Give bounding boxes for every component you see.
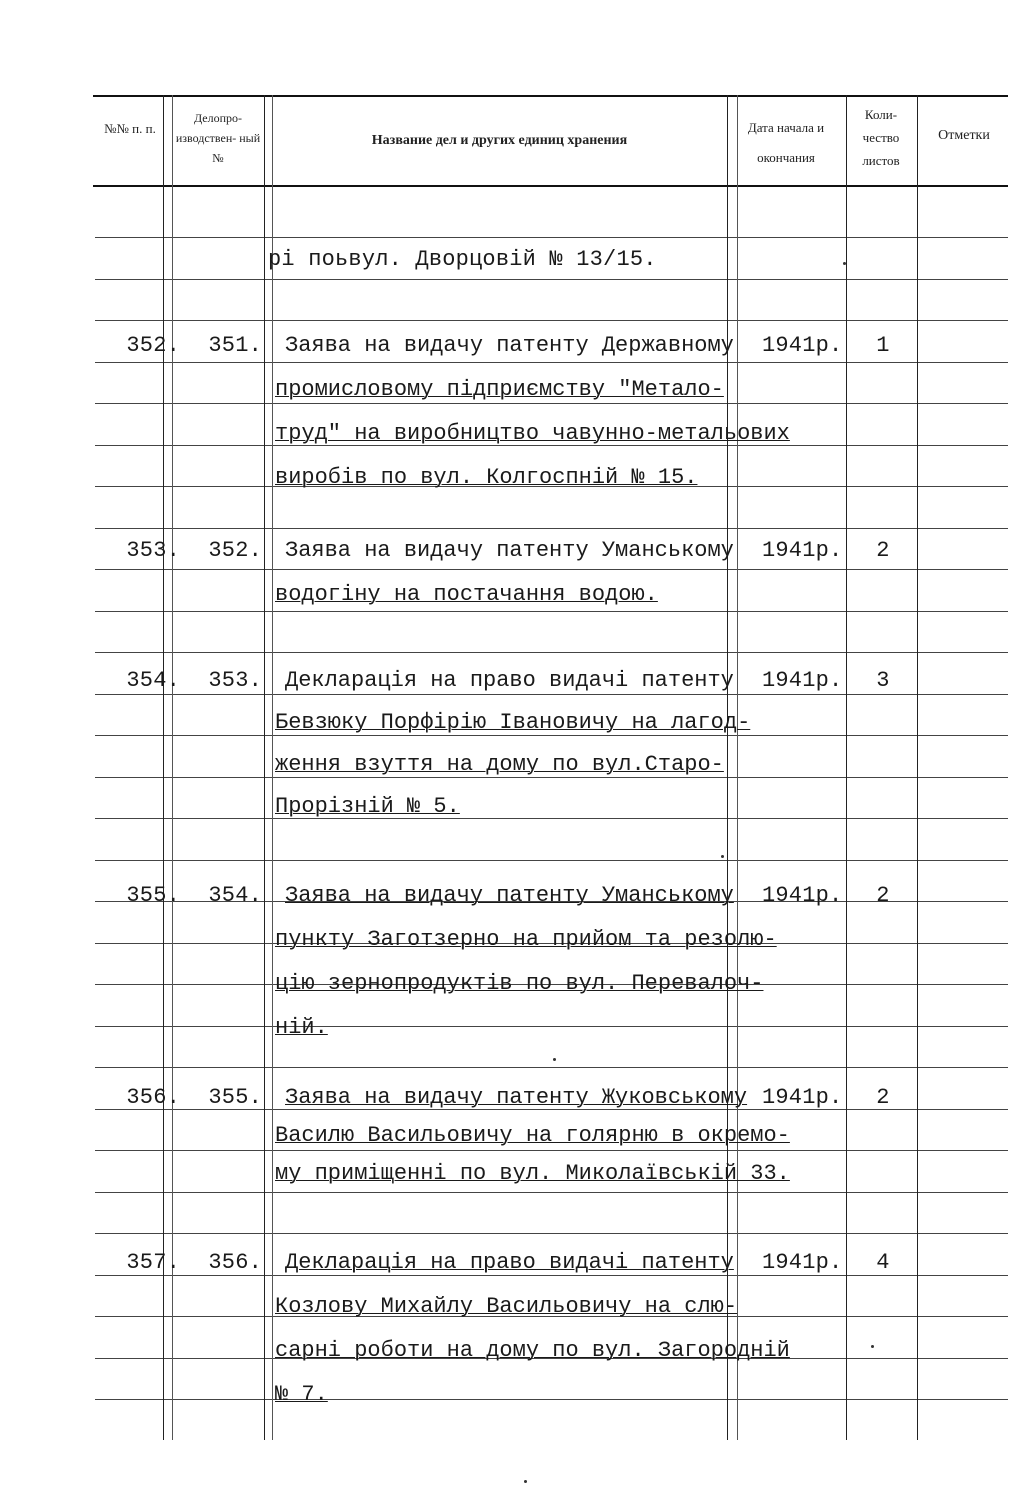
entry-number: 352. [126, 333, 180, 358]
ink-speck [721, 855, 724, 858]
entry-description-line: Декларація на право видачі патенту [285, 668, 734, 693]
header-dates: Дата начала и окончания [747, 120, 825, 165]
entry-date: 1941р. [762, 333, 843, 358]
entry-number: 353. [126, 538, 180, 563]
ledger-rule [95, 1026, 1008, 1027]
entry-date: 1941р. [762, 538, 843, 563]
header-num: №№ п. п. [104, 121, 156, 136]
entry-description-line: № 7. [275, 1382, 328, 1407]
office-number: 351. [208, 333, 262, 358]
ledger-rule [95, 818, 1008, 819]
ledger-rule [95, 860, 1008, 861]
col-divider-1b [172, 95, 173, 1440]
entry-date: 1941р. [762, 1085, 843, 1110]
ledger-rule [95, 569, 1008, 570]
ledger-rule [95, 611, 1008, 612]
header-office-num: Делопро- изводствен- ный № [175, 111, 261, 165]
office-number: 352. [208, 538, 262, 563]
col-divider-1 [163, 95, 164, 1440]
ink-speck [524, 1480, 527, 1483]
entry-date: 1941р. [762, 668, 843, 693]
entry-sheet-count: 3 [876, 668, 890, 693]
col-divider-5 [917, 95, 918, 1440]
entry-number: 357. [126, 1250, 180, 1275]
ledger-rule [95, 1399, 1008, 1400]
entry-description-line: ження взуття на дому по вул.Старо- [275, 752, 724, 777]
col-divider-4 [846, 95, 847, 1440]
ledger-rule [95, 1192, 1008, 1193]
entry-description-line: Заява на видачу патенту Уманському [285, 538, 734, 563]
entry-date: 1941р. [762, 1250, 843, 1275]
entry-description-line: Заява на видачу патенту Державному [285, 333, 734, 358]
ink-speck [553, 1058, 556, 1061]
header-sheets: Коли- чество листов [862, 107, 900, 168]
col-divider-3b [737, 95, 738, 1440]
office-number: 353. [208, 668, 262, 693]
ledger-rule [95, 320, 1008, 321]
entry-sheet-count: 2 [876, 883, 890, 908]
entry-sheet-count: 2 [876, 1085, 890, 1110]
entry-description-line: труд" на виробництво чавунно-метальових [275, 421, 790, 446]
ledger-rule [95, 403, 1008, 404]
col-divider-2b [272, 95, 273, 1440]
entry-description-line: Бевзюку Порфірію Івановичу на лагод- [275, 710, 751, 735]
ledger-rule [95, 777, 1008, 778]
ledger-rule [95, 652, 1008, 653]
col-divider-2 [264, 95, 265, 1440]
ledger-rule [95, 694, 1008, 695]
ink-speck [871, 1345, 874, 1348]
ledger-rule [95, 237, 1008, 238]
entry-number: 356. [126, 1085, 180, 1110]
entry-sheet-count: 1 [876, 333, 890, 358]
office-number: 356. [208, 1250, 262, 1275]
ledger-rule [95, 1275, 1008, 1276]
header-title: Название дел и других единиц хранения [371, 133, 628, 148]
entry-description-line: виробів по вул. Колгоспній № 15. [275, 465, 698, 490]
ledger-rule [95, 1233, 1008, 1234]
entry-description-line: Козлову Михайлу Васильовичу на слю- [275, 1294, 738, 1319]
continuation-line: рі поьвул. Дворцовій № 13/15. [268, 247, 657, 272]
entry-description-line: ній. [275, 1015, 328, 1040]
entry-number: 354. [126, 668, 180, 693]
entry-description-line: промисловому підприємству "Метало- [275, 377, 724, 402]
ledger-rule [95, 1067, 1008, 1068]
top-rule [93, 95, 1008, 97]
entry-description-line: пункту Заготзерно на прийом та резолю- [275, 927, 777, 952]
entry-sheet-count: 4 [876, 1250, 890, 1275]
entry-description-line: Заява на видачу патенту Уманському [285, 883, 734, 908]
ledger-rule [95, 279, 1008, 280]
entry-description-line: сарні роботи на дому по вул. Загородній [275, 1338, 790, 1363]
entry-description-line: Прорізній № 5. [275, 794, 460, 819]
entry-number: 355. [126, 883, 180, 908]
header-notes: Отметки [938, 128, 990, 143]
ink-speck [843, 262, 846, 265]
entry-description-line: цію зернопродуктів по вул. Перевалоч- [275, 971, 764, 996]
ledger-rule [95, 528, 1008, 529]
entry-date: 1941р. [762, 883, 843, 908]
header-bottom-rule [93, 185, 1008, 187]
ledger-rule [95, 1150, 1008, 1151]
entry-description-line: водогіну на постачання водою. [275, 582, 658, 607]
entry-sheet-count: 2 [876, 538, 890, 563]
entry-description-line: Заява на видачу патенту Жуковському [285, 1085, 748, 1110]
ledger-rule [95, 362, 1008, 363]
ledger-rule [95, 735, 1008, 736]
entry-description-line: Декларація на право видачі патенту [285, 1250, 734, 1275]
entry-description-line: му приміщенні по вул. Миколаївській 33. [275, 1161, 790, 1186]
office-number: 355. [208, 1085, 262, 1110]
office-number: 354. [208, 883, 262, 908]
entry-description-line: Василю Васильовичу на голярню в окремо- [275, 1123, 790, 1148]
col-divider-3 [727, 95, 728, 1440]
